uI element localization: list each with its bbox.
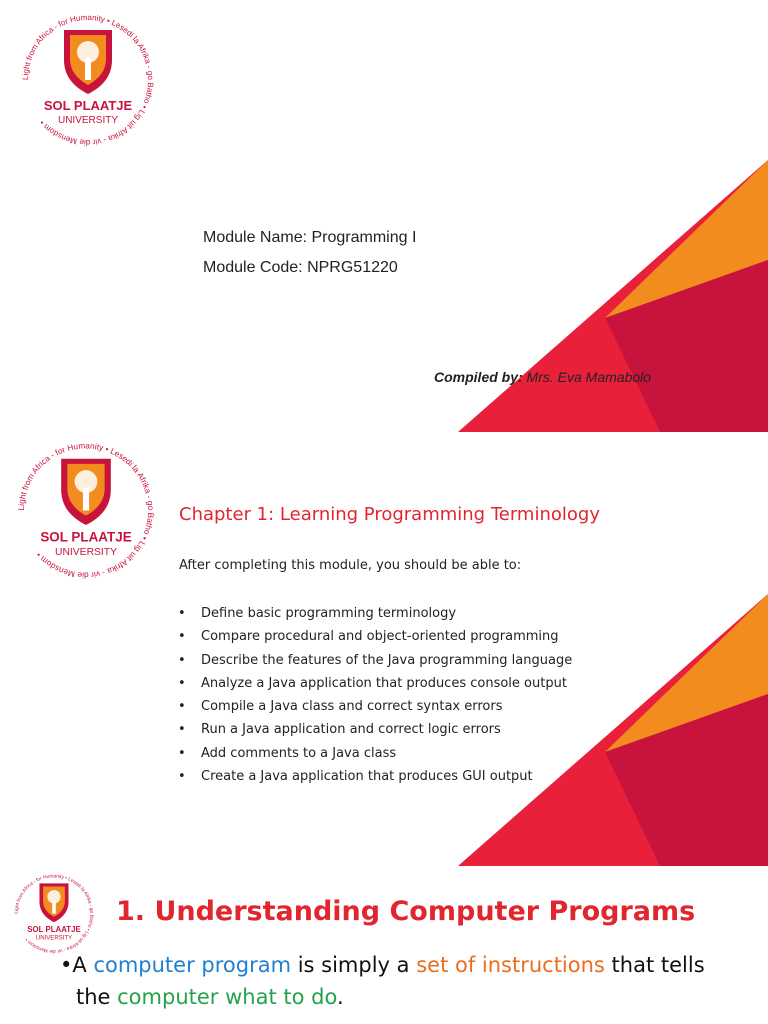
objective-text: Run a Java application and correct logic errors xyxy=(201,722,501,738)
compiled-by xyxy=(434,369,651,385)
list-item xyxy=(178,625,572,648)
objectives-list xyxy=(178,602,572,788)
university-logo xyxy=(6,436,166,591)
text-run: the xyxy=(76,985,118,1009)
list-item xyxy=(178,602,572,625)
objectives-slide xyxy=(0,432,768,866)
objective-text: Create a Java application that produces GUI output xyxy=(201,769,533,785)
text-run: A xyxy=(72,953,94,977)
compiled-name: Mrs. Eva Mamabolo xyxy=(522,369,652,385)
logo-seal xyxy=(12,8,164,153)
list-item xyxy=(178,695,572,718)
logo-name-line2: UNIVERSITY xyxy=(55,546,117,558)
bullet: • xyxy=(178,699,186,715)
bullet: • xyxy=(178,745,186,761)
list-item xyxy=(178,649,572,672)
bullet: • xyxy=(178,652,186,668)
objective-text: Describe the features of the Java programming language xyxy=(201,652,573,668)
logo-ring-text: Light from Africa - for Humanity • Lesedi la Afrika - go Batho • Lig uit Afrika - vir die Mensdom • xyxy=(16,441,156,580)
compiled-label: Compiled by: xyxy=(434,369,523,385)
text-run: is simply a xyxy=(291,953,417,977)
paragraph-line-1 xyxy=(60,950,705,980)
logo-name-line1: SOL PLAATJE xyxy=(43,98,133,113)
objective-text: Add comments to a Java class xyxy=(201,745,397,761)
bullet: • xyxy=(178,769,186,785)
logo-name-line1: SOL PLAATJE xyxy=(27,924,81,934)
logo-ring-text: Light from Africa - for Humanity • Lesedi la Afrika - go Batho • Lig uit Afrika - vir die Mensdom • xyxy=(20,12,156,148)
highlight-computer-what-to-do: computer what to do xyxy=(117,985,337,1009)
bullet: • xyxy=(60,953,73,977)
objective-text: Analyze a Java application that produces console output xyxy=(201,675,567,691)
paragraph-line-2 xyxy=(76,982,344,1012)
objective-text: Compare procedural and object-oriented programming xyxy=(201,629,559,645)
logo-name-line2: UNIVERSITY xyxy=(57,115,119,126)
objective-text: Compile a Java class and correct syntax errors xyxy=(201,699,503,715)
bullet: • xyxy=(178,606,186,621)
section-heading: 1. Understanding Computer Programs xyxy=(116,896,696,927)
bullet: • xyxy=(178,629,186,645)
objective-text: Define basic programming terminology xyxy=(201,606,457,621)
logo-name-line1: SOL PLAATJE xyxy=(40,529,132,545)
logo-tree-crown xyxy=(47,890,60,903)
list-item xyxy=(178,765,572,788)
bullet: • xyxy=(178,675,186,691)
logo-name-line2: UNIVERSITY xyxy=(35,935,73,942)
module-code: Module Code: NPRG51220 xyxy=(203,259,398,276)
list-item xyxy=(178,718,572,741)
university-logo xyxy=(12,8,164,158)
list-item xyxy=(178,672,572,695)
text-run: . xyxy=(336,985,344,1009)
module-name: Module Name: Programming I xyxy=(203,229,417,246)
logo-tree-crown xyxy=(77,41,99,63)
logo-tree-crown xyxy=(75,470,98,493)
bullet: • xyxy=(178,722,186,738)
logo-seal xyxy=(6,436,166,586)
logo-seal xyxy=(8,870,100,958)
highlight-set-of-instructions: set of instructions xyxy=(416,953,605,977)
text-run: that tells xyxy=(604,953,705,977)
logo-ring-text: Light from Africa - for Humanity • Lesedi la Afrika - go Batho • Lig uit Afrika - vir die Mensdom • xyxy=(14,874,94,954)
content-slide xyxy=(0,866,768,1024)
list-item xyxy=(178,742,572,765)
highlight-computer-program: computer program xyxy=(93,953,292,977)
chapter-title: Chapter 1: Learning Programming Terminology xyxy=(179,504,600,525)
objectives-intro: After completing this module, you should be able to: xyxy=(179,558,522,573)
title-slide xyxy=(0,0,768,432)
